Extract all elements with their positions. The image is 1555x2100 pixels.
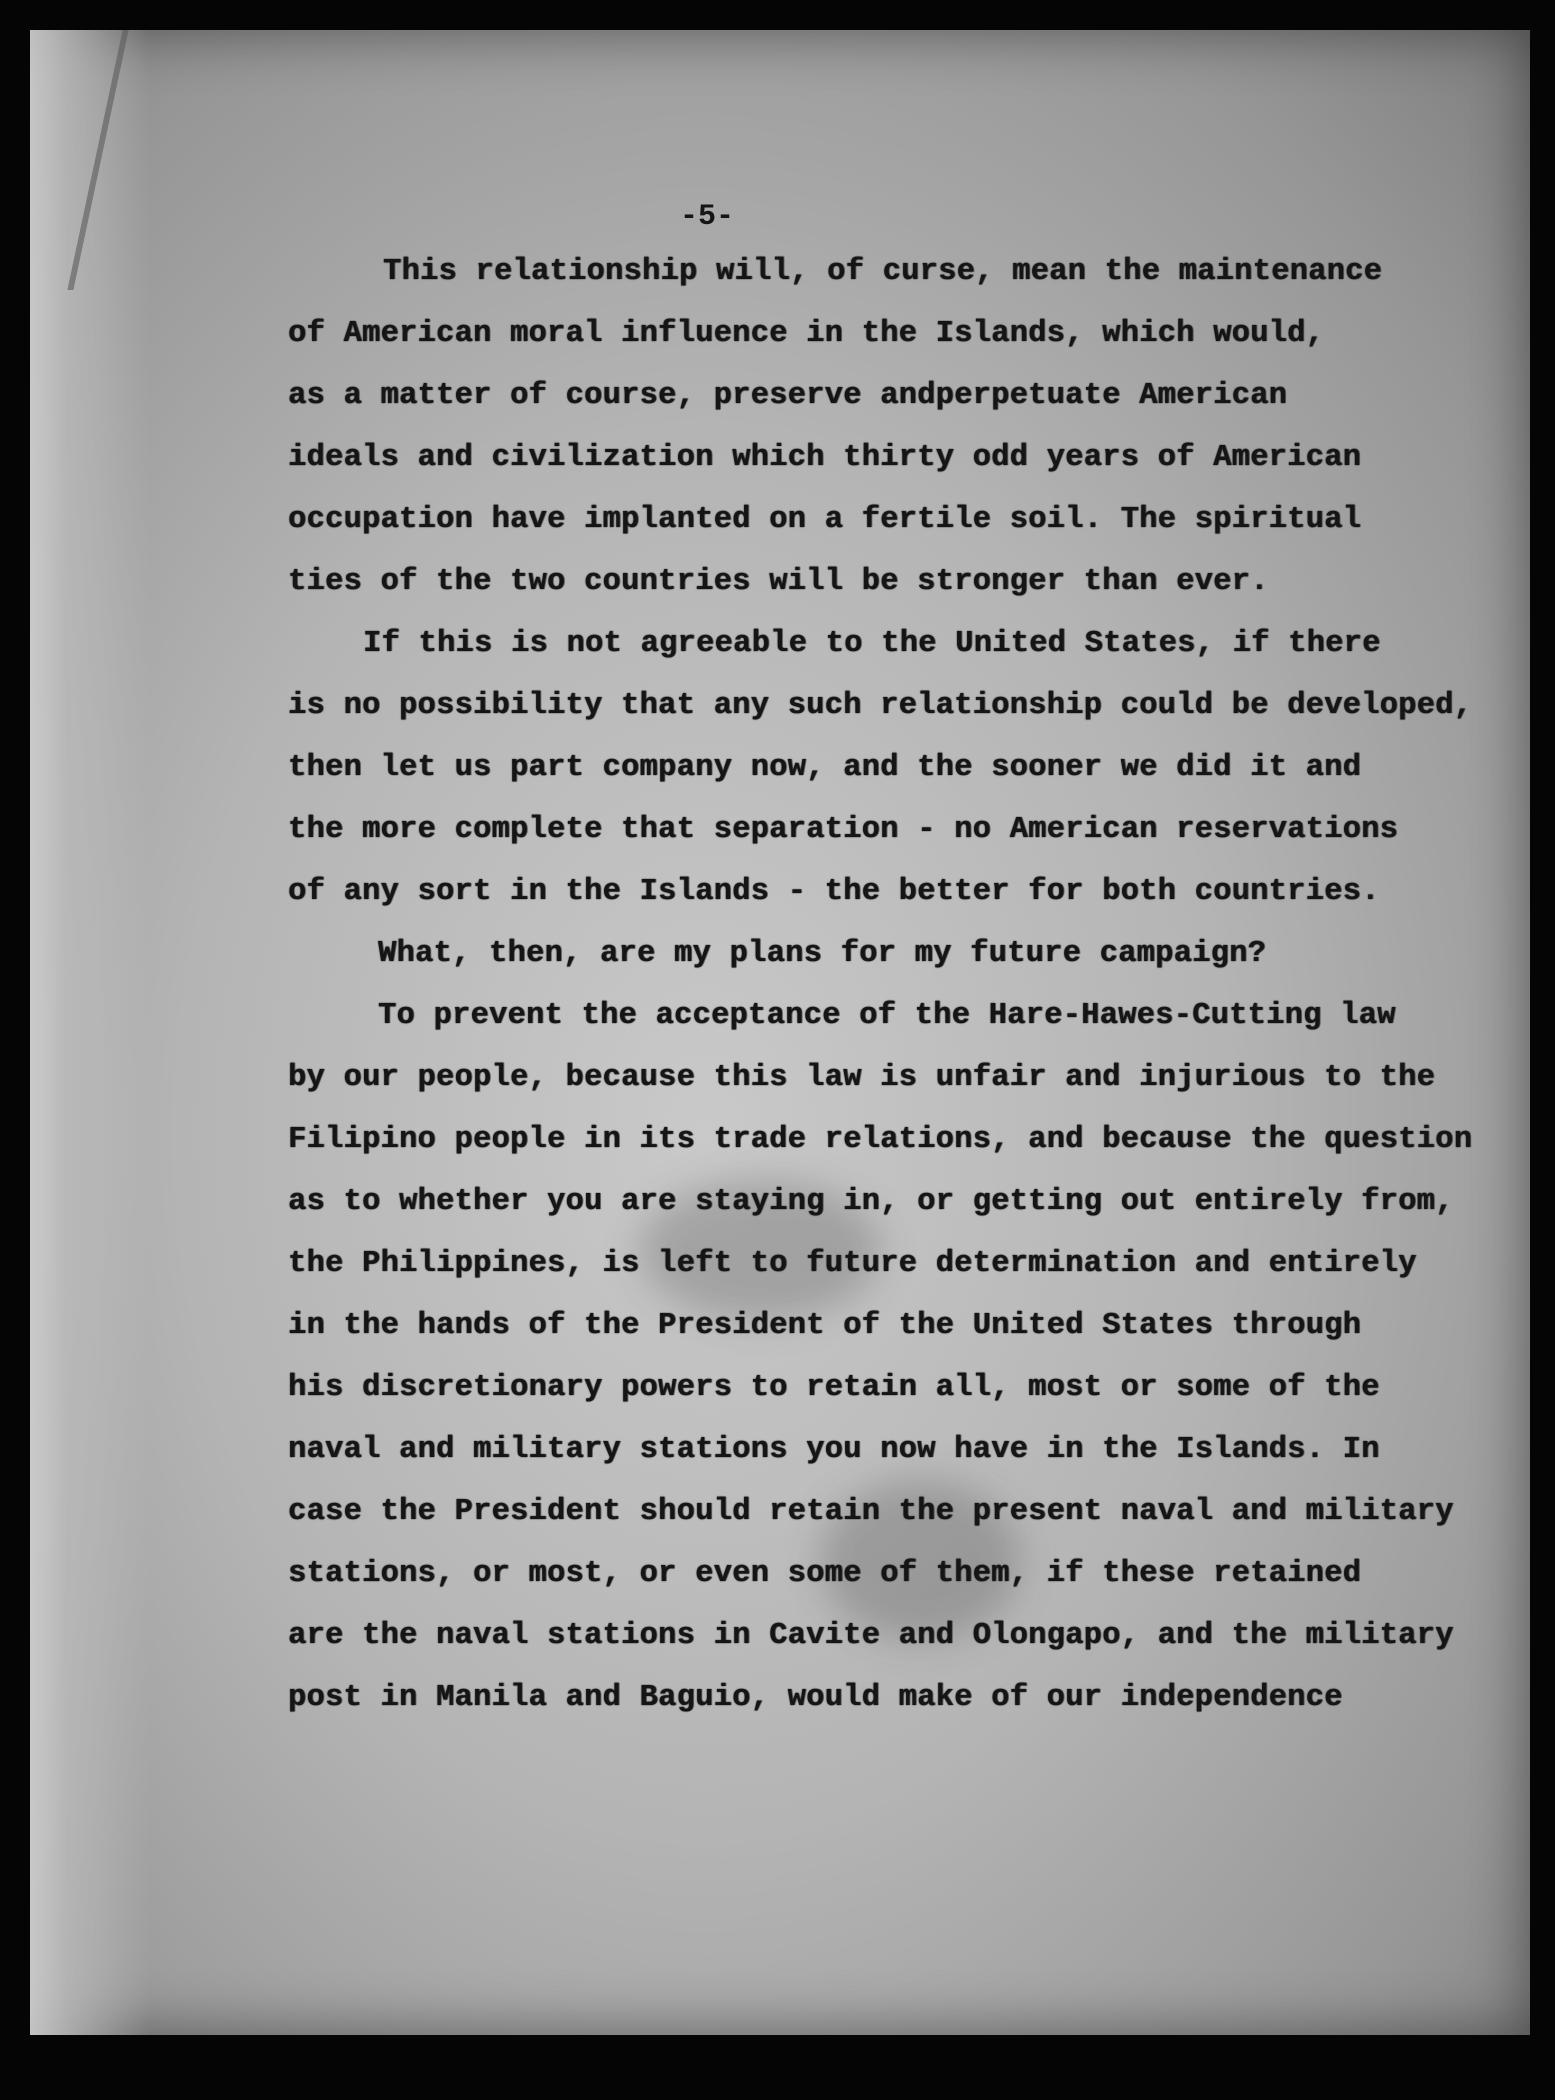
text-line: his discretionary powers to retain all, most or some of the xyxy=(288,1371,1380,1405)
text-line: are the naval stations in Cavite and Olongapo, and the military xyxy=(288,1619,1454,1653)
text-line: occupation have implanted on a fertile soil. The spiritual xyxy=(288,503,1362,537)
text-line: To prevent the acceptance of the Hare-Hawes-Cutting law xyxy=(378,999,1396,1033)
text-line: This relationship will, of cursе, mean the maintenance xyxy=(383,255,1383,289)
text-line: the more complete that separation - no American reservations xyxy=(288,813,1399,847)
page-number: -5- xyxy=(680,200,735,234)
text-line: naval and military stations you now have in the Islands. In xyxy=(288,1433,1380,1467)
text-line: of any sort in the Islands - the better for both countries. xyxy=(288,875,1380,909)
text-line: ideals and civilization which thirty odd years of American xyxy=(288,441,1362,475)
text-line: is no possibility that any such relationship could be developed, xyxy=(288,689,1473,723)
text-line: stations, or most, or even some of them, if these retained xyxy=(288,1557,1362,1591)
text-line: ties of the two countries will be stronger than ever. xyxy=(288,565,1269,599)
text-line: Filipino people in its trade relations, and because the question xyxy=(288,1123,1473,1157)
text-line: If this is not agreeable to the United States, if there xyxy=(363,627,1381,661)
text-line: case the President should retain the present naval and military xyxy=(288,1495,1454,1529)
text-line: as a matter of course, preserve andperpetuate American xyxy=(288,379,1288,413)
text-line: What, then, are my plans for my future campaign? xyxy=(378,937,1267,971)
text-line: post in Manila and Baguio, would make of our independence xyxy=(288,1681,1343,1715)
page-curl xyxy=(30,30,150,2035)
text-line: then let us part company now, and the sooner we did it and xyxy=(288,751,1362,785)
text-line: in the hands of the President of the United States through xyxy=(288,1309,1362,1343)
text-line: of American moral influence in the Islands, which would, xyxy=(288,317,1325,351)
text-line: the Philippines, is left to future determination and entirely xyxy=(288,1247,1417,1281)
text-line: as to whether you are staying in, or getting out entirely from, xyxy=(288,1185,1454,1219)
text-line: by our people, because this law is unfair and injurious to the xyxy=(288,1061,1436,1095)
